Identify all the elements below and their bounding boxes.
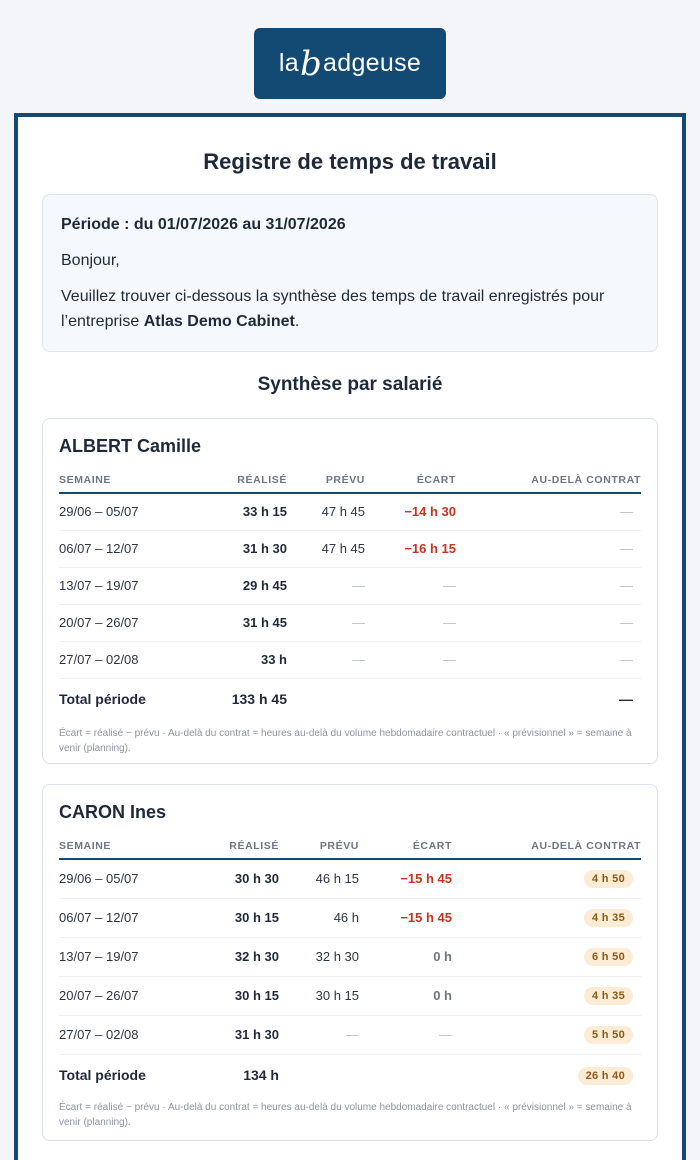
- col-ecart: ÉCART: [367, 833, 460, 859]
- total-empty: [287, 1054, 367, 1096]
- total-realise: 133 h 45: [231, 691, 287, 708]
- company-name: Atlas Demo Cabinet: [143, 313, 295, 330]
- week-cell: 06/07 – 12/07: [59, 530, 209, 567]
- ecart-cell: —: [373, 567, 464, 604]
- table-row: [59, 898, 641, 937]
- week-cell: 29/06 – 05/07: [59, 493, 209, 530]
- total-row: [59, 678, 641, 720]
- header: [0, 0, 700, 114]
- intro-box: [42, 194, 658, 352]
- ecart-cell: −14 h 30: [373, 493, 464, 530]
- week-cell: 20/07 – 26/07: [59, 976, 209, 1015]
- total-empty: [367, 1054, 460, 1096]
- page-title: Registre de temps de travail: [203, 149, 497, 174]
- week-cell: 20/07 – 26/07: [59, 604, 209, 641]
- realise-cell: 31 h 30: [209, 530, 295, 567]
- brand-logo: [254, 28, 446, 99]
- employee-name: ALBERT Camille: [59, 436, 202, 456]
- intro-text-after: .: [294, 313, 300, 330]
- overtime-badge: 6 h 50: [584, 948, 633, 966]
- col-prevu: PRÉVU: [287, 833, 367, 859]
- table-row: [59, 604, 641, 641]
- col-semaine: SEMAINE: [59, 833, 209, 859]
- overtime-badge: 5 h 50: [584, 1026, 633, 1044]
- week-cell: 27/07 – 02/08: [59, 641, 209, 678]
- ecart-cell: —: [367, 1015, 460, 1054]
- audela-cell: [460, 976, 641, 1015]
- legend-note: Écart = réalisé − prévu · Au-delà du contrat = heures au-delà du volume hebdomadaire contractuel · « prévisionnel » = semaine à venir (planning).: [59, 1102, 632, 1128]
- ecart-cell: —: [373, 604, 464, 641]
- week-cell: 29/06 – 05/07: [59, 859, 209, 898]
- col-prevu: PRÉVU: [295, 467, 373, 493]
- col-ecart: ÉCART: [373, 467, 464, 493]
- realise-cell: 31 h 30: [209, 1015, 287, 1054]
- table-row: [59, 859, 641, 898]
- table-header-row: [59, 467, 641, 493]
- total-audela: —: [619, 691, 633, 708]
- col-realise: RÉALISÉ: [209, 467, 295, 493]
- prevu-cell: —: [295, 604, 373, 641]
- table-row: [59, 641, 641, 678]
- table-row: [59, 976, 641, 1015]
- ecart-cell: 0 h: [367, 937, 460, 976]
- prevu-cell: —: [295, 641, 373, 678]
- audela-cell: —: [464, 530, 641, 567]
- ecart-cell: —: [373, 641, 464, 678]
- ecart-cell: −16 h 15: [373, 530, 464, 567]
- report-container: [14, 113, 686, 1160]
- prevu-cell: 32 h 30: [287, 937, 367, 976]
- total-empty: [373, 678, 464, 720]
- employee-card: [42, 784, 658, 1141]
- overtime-badge: 4 h 35: [584, 987, 633, 1005]
- audela-cell: [460, 1015, 641, 1054]
- prevu-cell: 30 h 15: [287, 976, 367, 1015]
- table-header-row: [59, 833, 641, 859]
- prevu-cell: 46 h 15: [287, 859, 367, 898]
- col-semaine: SEMAINE: [59, 467, 209, 493]
- overtime-total-badge: 26 h 40: [578, 1067, 633, 1085]
- section-title: Synthèse par salarié: [257, 374, 443, 395]
- prevu-cell: 47 h 45: [295, 530, 373, 567]
- audela-cell: [460, 937, 641, 976]
- col-audela: AU-DELÀ CONTRAT: [460, 833, 641, 859]
- realise-cell: 29 h 45: [209, 567, 295, 604]
- total-label: Total période: [59, 1067, 146, 1084]
- prevu-cell: —: [295, 567, 373, 604]
- realise-cell: 31 h 45: [209, 604, 295, 641]
- col-realise: RÉALISÉ: [209, 833, 287, 859]
- intro-text: [61, 284, 639, 334]
- ecart-cell: 0 h: [367, 976, 460, 1015]
- table-row: [59, 493, 641, 530]
- col-audela: AU-DELÀ CONTRAT: [464, 467, 641, 493]
- audela-cell: —: [464, 604, 641, 641]
- hours-table: [59, 467, 641, 720]
- overtime-badge: 4 h 35: [584, 909, 633, 927]
- audela-cell: —: [464, 567, 641, 604]
- total-label: Total période: [59, 691, 146, 708]
- week-cell: 27/07 – 02/08: [59, 1015, 209, 1054]
- logo-prefix: la: [278, 49, 299, 77]
- realise-cell: 32 h 30: [209, 937, 287, 976]
- week-cell: 06/07 – 12/07: [59, 898, 209, 937]
- logo-suffix: adgeuse: [323, 49, 422, 77]
- ecart-cell: −15 h 45: [367, 859, 460, 898]
- audela-cell: —: [464, 641, 641, 678]
- audela-cell: [460, 898, 641, 937]
- total-realise: 134 h: [243, 1067, 279, 1084]
- overtime-badge: 4 h 50: [584, 870, 633, 888]
- logo-b: b: [299, 43, 323, 84]
- employee-card: [42, 418, 658, 764]
- realise-cell: 30 h 30: [209, 859, 287, 898]
- week-cell: 13/07 – 19/07: [59, 937, 209, 976]
- intro-text-before: Veuillez trouver ci-dessous la synthèse des temps de travail enregistrés pour l’entreprise: [61, 288, 605, 330]
- realise-cell: 30 h 15: [209, 898, 287, 937]
- total-row: [59, 1054, 641, 1096]
- greeting: Bonjour,: [61, 252, 120, 269]
- total-audela-cell: [460, 1054, 641, 1096]
- prevu-cell: —: [287, 1015, 367, 1054]
- prevu-cell: 47 h 45: [295, 493, 373, 530]
- ecart-cell: −15 h 45: [367, 898, 460, 937]
- audela-cell: [460, 859, 641, 898]
- table-row: [59, 1015, 641, 1054]
- legend-note: Écart = réalisé − prévu · Au-delà du contrat = heures au-delà du volume hebdomadaire contractuel · « prévisionnel » = semaine à venir (planning).: [59, 728, 632, 754]
- realise-cell: 33 h: [209, 641, 295, 678]
- hours-table: [59, 833, 641, 1096]
- realise-cell: 30 h 15: [209, 976, 287, 1015]
- realise-cell: 33 h 15: [209, 493, 295, 530]
- table-row: [59, 937, 641, 976]
- table-row: [59, 567, 641, 604]
- period-label: Période : du 01/07/2026 au 31/07/2026: [61, 216, 346, 233]
- employee-name: CARON Ines: [59, 802, 167, 822]
- prevu-cell: 46 h: [287, 898, 367, 937]
- total-empty: [295, 678, 373, 720]
- audela-cell: —: [464, 493, 641, 530]
- week-cell: 13/07 – 19/07: [59, 567, 209, 604]
- table-row: [59, 530, 641, 567]
